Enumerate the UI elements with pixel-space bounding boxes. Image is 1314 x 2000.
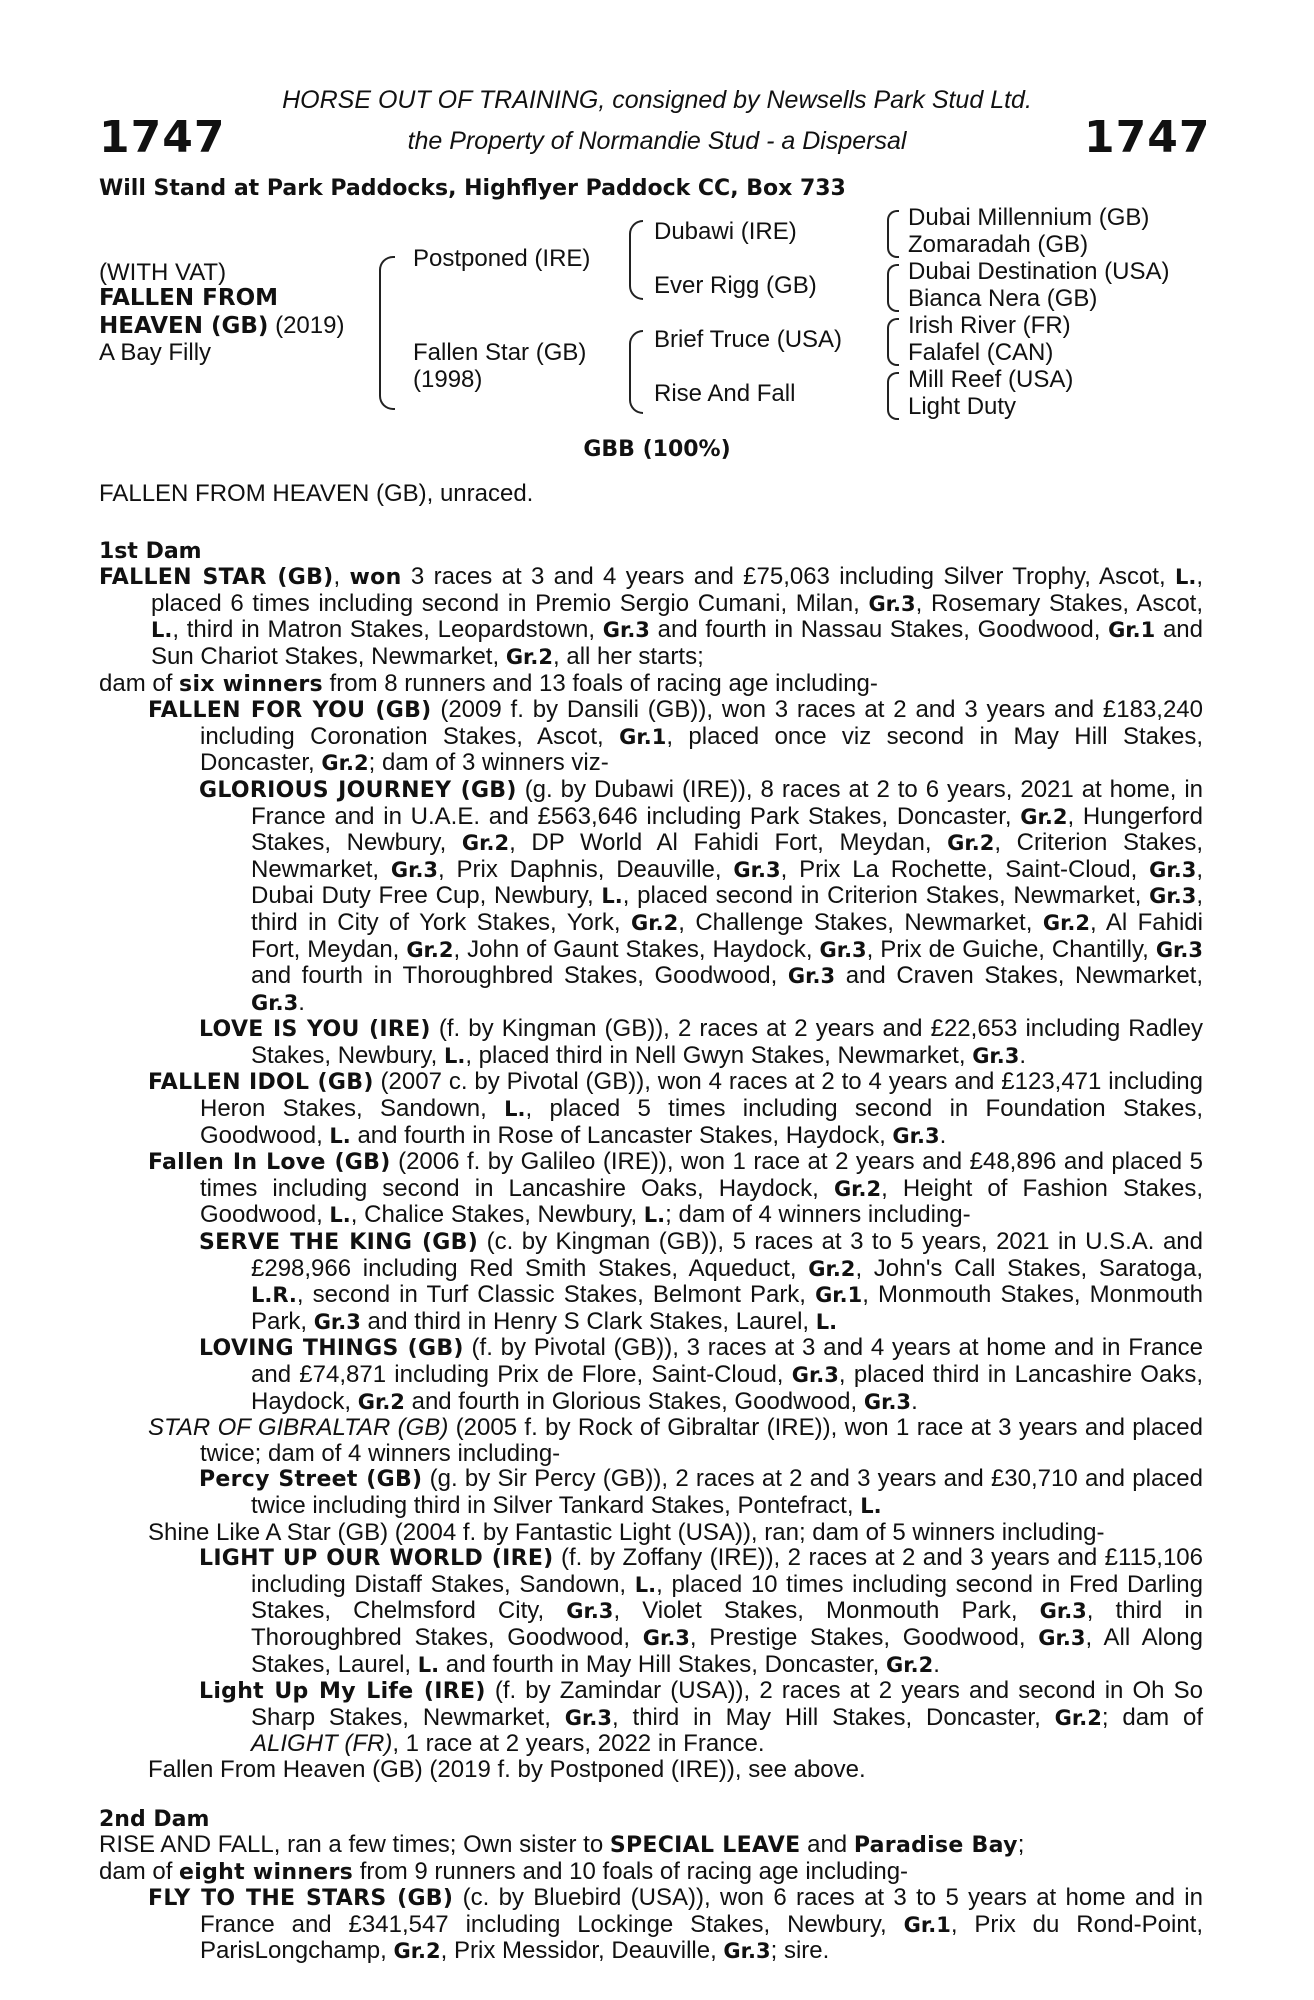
grade: Gr.2 [461,831,510,856]
produce-percy-street [99,1466,1203,1519]
winners-count: eight winners [179,1859,354,1885]
grade: L. [329,1203,351,1228]
entry-text: and fourth in Nassau Stakes, Goodwood, [649,616,1109,644]
horse-name-line2: HEAVEN (GB) [99,313,269,339]
gen3-7: Mill Reef (USA) [908,366,1074,393]
horse-name: SERVE THE KING (GB) [199,1230,479,1256]
gen3-5: Irish River (FR) [908,312,1071,339]
entry-text: (f. by Kingman (GB)), 2 races at 2 years and £22,653 including Radley Stakes, Newbury, [251,1015,1203,1069]
dam-brace [629,330,643,414]
produce-loving-things: LOVING THINGS (GB) (f. by Pivotal (GB)), 3 races at 3 and 4 years at home and in France and £74,871 including Prix de Flore, Saint-Cloud, Gr.3, placed third in Lancashire Oaks, Haydock, Gr.2 and fourth in Glorious Stakes, Goodwood, Gr.3. [199,1334,1203,1415]
entry-text: , John of Gaunt Stakes, Haydock, [453,935,820,963]
horse-name: Light Up My Life (IRE) [199,1679,486,1705]
entry-text: , Rosemary Stakes, Ascot, [915,589,1204,617]
gen3-brace-2 [887,264,899,312]
grade: L. [443,1043,466,1068]
dam-year: (1998) [413,366,483,393]
horse-name: Percy Street (GB) [199,1467,423,1493]
entry-text: (2005 f. by Rock of Gibraltar (IRE)), won 1 race at 3 years and placed twice; dam of 4 winners including- [200,1414,1203,1467]
grade: Gr.3 [972,1043,1020,1068]
foaling-year: (2019) [275,312,345,339]
won-label: won [349,565,402,591]
entry-text: , Dubai Duty Free Cup, Newbury, [251,855,1203,910]
gen3-4: Bianca Nera (GB) [908,285,1098,312]
entry-text: , All Along Stakes, Laurel, [251,1623,1203,1678]
entry-text: , Al Fahidi Fort, Meydan, [251,908,1203,963]
entry-text: , John's Call Stakes, Saratoga, [855,1254,1204,1282]
entry-text: (c. by Kingman (GB)), 5 races at 3 to 5 years, 2021 in U.S.A. and £298,966 including Red Smith Stakes, Aqueduct, [251,1228,1203,1282]
horse-name: FLY TO THE STARS (GB) [148,1886,454,1912]
produce-serve-the-king [99,1229,1203,1335]
grade: Gr.3 [819,937,867,962]
produce-fly-to-the-stars [99,1885,1203,1965]
breeding-code: GBB (100%) [583,437,731,462]
horse-name: LOVE IS YOU (IRE) [199,1017,431,1043]
entry-text: from 8 runners and 13 foals of racing age including- [322,669,878,697]
sire-name: Postponed (IRE) [413,245,591,272]
entry-text: , placed third in Nell Gwyn Stakes, Newmarket, [465,1041,973,1069]
entry-text: and fourth in Glorious Stakes, Goodwood, [404,1387,864,1415]
entry-text: , Prix Messidor, Deauville, [440,1937,724,1965]
grade: Gr.1 [619,724,667,749]
produce-fallen-in-love [99,1149,1203,1229]
horse-name: FALLEN IDOL (GB) [148,1070,374,1096]
entry-text: , Violet Stakes, Monmouth Park, [613,1597,1040,1625]
grade: Gr.2 [1020,804,1068,829]
entry-text: ; [1017,1831,1025,1859]
lot-number-left: 1747 [99,112,226,163]
entry-text: RISE AND FALL, ran a few times; Own sister to [99,1831,610,1859]
catalogue-body [99,481,1203,1965]
produce-star-of-gibraltar [99,1415,1203,1466]
first-dam-heading: 1st Dam [99,538,202,564]
entry-text: , third in City of York Stakes, York, [251,882,1203,936]
grade: Gr.2 [833,1176,882,1201]
produce-light-up-my-life [99,1678,1203,1757]
horse-name-line2-wrap [99,312,344,340]
winners-count: six winners [179,671,323,697]
entry-text: , Prix La Rochette, Saint-Cloud, [780,855,1150,883]
grade: Gr.3 [791,1363,839,1387]
entry-text: , Prix de Guiche, Chantilly, [866,935,1156,963]
entry-text: dam of [99,669,180,697]
gen3-3: Dubai Destination (USA) [908,258,1170,285]
grade: Gr.2 [886,1652,934,1677]
entry-text: (f. by Pivotal (GB)), 3 races at 3 and 4 years at home and in France and £74,871 including Prix de Flore, Saint-Cloud, [251,1334,1203,1388]
horse-name: LIGHT UP OUR WORLD (IRE) [199,1546,554,1572]
grade: Gr.3 [733,857,781,882]
entry-text: and third in Henry S Clark Stakes, Laurel, [360,1307,816,1335]
sire-dam: Ever Rigg (GB) [654,272,817,299]
entry-text: , third in May Hill Stakes, Doncaster, [611,1703,1055,1731]
entry-text: , 1 race at 2 years, 2022 in France. [392,1730,765,1758]
produce-glorious-journey: GLORIOUS JOURNEY (GB) (g. by Dubawi (IRE)), 8 races at 2 to 6 years, 2021 at home, in France and in U.A.E. and £563,646 including Park Stakes, Doncaster, Gr.2, Hungerford Stakes, Newbury, Gr.2, DP World Al Fahidi Fort, Meydan, Gr.2, Criterion Stakes, Newmarket, Gr.3, Prix Daphnis, Deauville, Gr.3, Prix La Rochette, Saint-Cloud, Gr.3, Dubai Duty Free Cup, Newbury, L., placed second in Criterion Stakes, Newmarket, Gr.3, third in City of York Stakes, York, Gr.2, Challenge Stakes, Newmarket, Gr.2, Al Fahidi Fort, Meydan, Gr.2, John of Gaunt Stakes, Haydock, Gr.3, Prix de Guiche, Chantilly, Gr.3 and fourth in Thoroughbred Stakes, Goodwood, Gr.3 and Craven Stakes, Newmarket, Gr.3. [199,775,1204,1016]
grade: Gr.2 [357,1389,405,1414]
produce-love-is-you: LOVE IS YOU (IRE) (f. by Kingman (GB)), 2 races at 2 years and £22,653 including Radley Stakes, Newbury, L., placed third in Nell Gwyn Stakes, Newmarket, Gr.3. [199,1015,1203,1069]
gen3-2: Zomaradah (GB) [908,231,1089,258]
grade: Gr.3 [313,1309,361,1334]
sire-brace [629,220,643,300]
entry-text: (2006 f. by Galileo (IRE)), won 1 race at 2 years and £48,896 and placed 5 times including second in Lancashire Oaks, Haydock, [200,1148,1203,1202]
gen3-1: Dubai Millennium (GB) [908,204,1150,231]
grade: Gr.3 [1149,857,1197,882]
entry-text: and [800,1831,854,1859]
entry-text: , placed third in Lancashire Oaks, Haydock, [251,1361,1203,1415]
grade: Gr.3 [390,857,439,882]
horse-name-line1: FALLEN FROM [99,285,279,311]
entry-text: (2009 f. by Dansili (GB)), won 3 races at 2 and 3 years and £183,240 including Coronation Stakes, Ascot, [200,696,1203,750]
grade: L. [504,1097,526,1122]
grade: Gr.3 [787,964,836,989]
entry-text: , third in Thoroughbred Stakes, Goodwood, [251,1597,1204,1651]
grade: Gr.2 [393,1939,441,1964]
produce-shine-like-a-star: Shine Like A Star (GB) (2004 f. by Fantastic Light (USA)), ran; dam of 5 winners including- [148,1518,1105,1546]
horse-name: Paradise Bay [853,1833,1018,1859]
entry-text: , Height of Fashion Stakes, Goodwood, [200,1174,1203,1229]
grade: Gr.3 [892,1123,940,1148]
entry-text: and fourth in Thoroughbred Stakes, Goodwood, [251,962,788,990]
grade: Gr.3 [1149,884,1197,909]
entry-text: ; dam of [1101,1703,1203,1731]
grade: Gr.2 [631,910,679,935]
grade: L. [151,618,173,643]
horse-name: STAR OF GIBRALTAR (GB) [148,1414,449,1442]
dam-of-line [99,671,1203,698]
grade: L. [1174,565,1197,590]
dam-dam: Rise And Fall [654,380,796,407]
lot-number-right: 1747 [1084,112,1211,163]
entry-text: , placed once viz second in May Hill Stakes, Doncaster, [200,722,1203,777]
grade: Gr.3 [1155,937,1204,962]
entry-text: and fourth in Rose of Lancaster Stakes, Haydock, [350,1121,893,1149]
entry-text: , placed second in Criterion Stakes, Newmarket, [622,882,1150,910]
horse-name: GLORIOUS JOURNEY (GB) [199,777,517,803]
horse-name: SPECIAL LEAVE [609,1833,801,1859]
gen3-6: Falafel (CAN) [908,339,1054,366]
entry-text: , Prix du Rond-Point, ParisLongchamp, [200,1910,1204,1965]
produce-fallen-for-you [99,697,1203,777]
entry-text: , placed 10 times including second in Fred Darling Stakes, Chelmsford City, [251,1570,1203,1625]
entry-text: (g. by Dubawi (IRE)), 8 races at 2 to 6 years, 2021 at home, in France and in U.A.E. and £563,646 including Park Stakes, Doncaster, [251,775,1203,830]
entry-text: ; dam of 4 winners including- [665,1201,971,1229]
entry-text: , placed 5 times including second in Foundation Stakes, Goodwood, [200,1095,1204,1149]
dam-name: Fallen Star (GB) [413,339,587,366]
grade: L. [643,1203,666,1228]
entry-text: , Hungerford Stakes, Newbury, [251,802,1203,857]
produce-fallen-idol: FALLEN IDOL (GB) (2007 c. by Pivotal (GB)), won 4 races at 2 to 4 years and £123,471 including Heron Stakes, Sandown, L., placed 5 times including second in Foundation Stakes, Goodwood, L. and fourth in Rose of Lancaster Stakes, Haydock, Gr.3. [148,1068,1204,1149]
grade: Gr.2 [808,1256,856,1281]
gen3-brace-3 [887,318,899,366]
entry-text: and Sun Chariot Stakes, Newmarket, [151,616,1204,670]
grade: Gr.3 [1038,1625,1086,1650]
pedigree-brace [379,256,395,410]
grade: Gr.1 [815,1283,863,1308]
entry-text: ; dam of 3 winners viz- [368,749,609,777]
stand-location: Will Stand at Park Paddocks, Highflyer Paddock CC, Box 733 [99,176,846,201]
second-dam-heading: 2nd Dam [99,1806,210,1832]
grade: Gr.3 [642,1625,690,1650]
entry-text: (g. by Sir Percy (GB)), 2 races at 2 and 3 years and £30,710 and placed twice including third in Silver Tankard Stakes, Pontefract, [251,1465,1203,1519]
grade: Gr.3 [868,591,916,616]
grade: Gr.3 [564,1705,612,1730]
horse-name: Fallen In Love (GB) [148,1150,391,1176]
entry-text: , Prestige Stakes, Goodwood, [689,1623,1039,1651]
entry-text: , Challenge Stakes, Newmarket, [678,908,1043,936]
gen3-8: Light Duty [908,393,1017,420]
entry-text: , third in Matron Stakes, Leopardstown, [172,616,603,644]
dam-entry-fallen-star: FALLEN STAR (GB), won 3 races at 3 and 4 years and £75,063 including Silver Trophy, Ascot, L., placed 6 times including second in Premio Sergio Cumani, Milan, Gr.3, Rosemary Stakes, Ascot, L., third in Matron Stakes, Leopardstown, Gr.3 and fourth in Nassau Stakes, Goodwood, Gr.1 and Sun Chariot Stakes, Newmarket, Gr.2, all her starts; [99,563,1204,670]
produce-light-up-our-world: LIGHT UP OUR WORLD (IRE) (f. by Zoffany (IRE)), 2 races at 2 and 3 years and £115,106 including Distaff Stakes, Sandown, L., placed 10 times including second in Fred Darling Stakes, Chelmsford City, Gr.3, Violet Stakes, Monmouth Park, Gr.3, third in Thoroughbred Stakes, Goodwood, Gr.3, Prestige Stakes, Goodwood, Gr.3, All Along Stakes, Laurel, L. and fourth in May Hill Stakes, Doncaster, Gr.2. [199,1544,1204,1678]
grade: L. [815,1309,838,1334]
sire-sire: Dubawi (IRE) [654,218,797,245]
grade: Gr.3 [602,618,650,643]
entry-text: 3 races at 3 and 4 years and £75,063 including Silver Trophy, Ascot, [401,563,1175,591]
grade: Gr.2 [406,937,454,962]
grade: L. [634,1572,657,1597]
entry-text: , Criterion Stakes, Newmarket, [251,829,1204,883]
grade: Gr.1 [1108,618,1156,643]
grade: Gr.3 [863,1389,912,1414]
dam-sire: Brief Truce (USA) [654,326,843,353]
horse-name: ALIGHT (FR) [251,1730,393,1758]
grade: L. [860,1493,882,1518]
entry-text: (f. by Zamindar (USA)), 2 races at 2 years and second in Oh So Sharp Stakes, Newmarket, [251,1677,1203,1731]
grade: Gr.2 [321,751,369,776]
entry-text: and Craven Stakes, Newmarket, [835,962,1204,990]
entry-text: , Chalice Stakes, Newbury, [350,1201,644,1229]
entry-text: ; sire. [770,1937,830,1965]
grade: Gr.3 [723,1939,771,1964]
vat-note: (WITH VAT) [99,259,227,286]
entry-text: , all her starts; [553,642,704,670]
gen3-brace-4 [887,372,899,420]
entry-text: , Monmouth Stakes, Monmouth Park, [251,1281,1203,1335]
dam-entry-rise-and-fall [99,1832,1203,1859]
grade: L.R. [251,1283,297,1308]
horse-name: LOVING THINGS (GB) [199,1336,464,1362]
horse-description: A Bay Filly [99,339,212,366]
dam-of-line-2 [99,1859,1203,1886]
entry-text: , DP World Al Fahidi Fort, Meydan, [509,829,948,857]
entry-text: from 9 runners and 10 foals of racing age including- [353,1857,909,1885]
consignor-line: HORSE OUT OF TRAINING, consigned by Newsells Park Stud Ltd. [282,86,1032,114]
entry-text: (2007 c. by Pivotal (GB)), won 4 races at 2 to 4 years and £123,471 including Heron Stakes, Sandown, [200,1068,1203,1123]
gen3-brace-1 [887,210,899,258]
grade: Gr.3 [566,1599,614,1624]
grade: L. [417,1652,440,1677]
produce-fallen-from-heaven: Fallen From Heaven (GB) (2019 f. by Postponed (IRE)), see above. [148,1755,866,1783]
grade: Gr.2 [947,831,995,856]
grade: L. [601,884,623,909]
entry-text: , Prix Daphnis, Deauville, [438,855,734,883]
entry-text: (f. by Zoffany (IRE)), 2 races at 2 and 3 years and £115,106 including Distaff Stakes, Sandown, [251,1544,1203,1598]
unraced-line: FALLEN FROM HEAVEN (GB), unraced. [99,480,534,507]
grade: Gr.1 [903,1912,951,1937]
entry-text: (c. by Bluebird (USA)), won 6 races at 3 to 5 years at home and in France and £341,547 including Lockinge Stakes, Newbury, [200,1884,1203,1938]
grade: Gr.2 [505,644,554,669]
horse-name: FALLEN STAR (GB) [99,565,334,591]
entry-text: , placed 6 times including second in Premio Sergio Cumani, Milan, [151,563,1204,617]
horse-name: FALLEN FOR YOU (GB) [148,698,432,724]
grade: Gr.2 [1054,1705,1102,1730]
grade: Gr.3 [1039,1599,1087,1624]
grade: L. [329,1123,351,1148]
entry-text: dam of [99,1857,180,1885]
entry-text: and fourth in May Hill Stakes, Doncaster, [439,1650,886,1678]
grade: Gr.2 [1042,910,1091,935]
property-line: the Property of Normandie Stud - a Dispersal [407,127,907,155]
entry-text: , second in Turf Classic Stakes, Belmont Park, [296,1281,816,1309]
grade: Gr.3 [251,990,299,1015]
